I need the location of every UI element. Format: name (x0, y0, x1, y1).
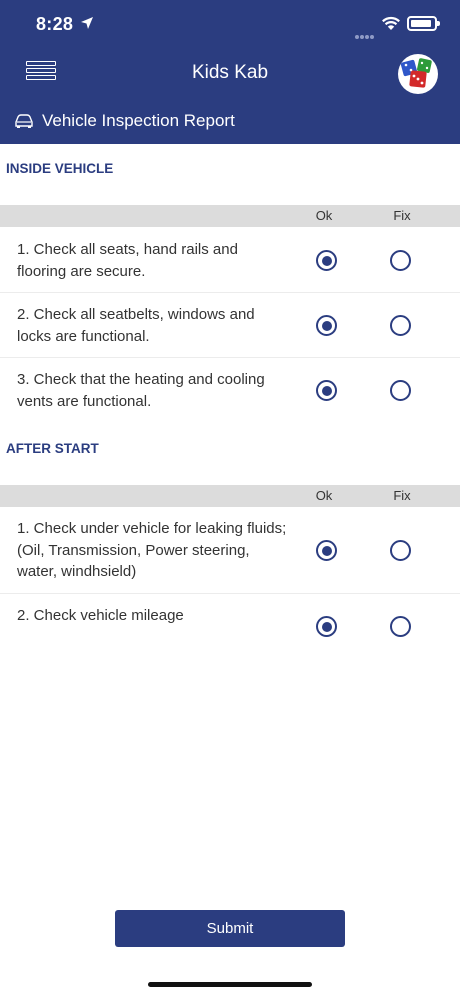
ok-radio[interactable] (316, 616, 337, 637)
fix-radio[interactable] (390, 616, 411, 637)
fix-radio[interactable] (390, 380, 411, 401)
fix-radio[interactable] (390, 540, 411, 561)
battery-icon (407, 16, 437, 31)
ok-radio[interactable] (316, 540, 337, 561)
item-text: 2. Check vehicle mileage (17, 607, 184, 624)
item-text: 3. Check that the heating and cooling vents are functional. (17, 371, 265, 410)
section-title: AFTER START (6, 441, 99, 456)
wifi-icon (381, 16, 401, 31)
report-title: Vehicle Inspection Report (42, 111, 235, 130)
app-title: Kids Kab (191, 62, 269, 83)
status-bar (0, 0, 460, 50)
column-fix-label: Fix (393, 488, 411, 503)
column-header (0, 485, 460, 507)
submit-button[interactable]: Submit (115, 910, 345, 947)
car-icon (14, 113, 34, 129)
checklist-item (0, 357, 460, 422)
status-time: 8:28 (36, 14, 74, 34)
signal-icon (355, 26, 375, 44)
home-indicator (148, 982, 312, 987)
ok-radio[interactable] (316, 315, 337, 336)
checklist-item (0, 593, 460, 658)
section-title: INSIDE VEHICLE (6, 161, 114, 176)
app-header (0, 0, 460, 144)
item-text: 1. Check all seats, hand rails and flooring are secure. (17, 241, 238, 280)
ok-radio[interactable] (316, 250, 337, 271)
column-header (0, 205, 460, 227)
column-fix-label: Fix (393, 208, 411, 223)
item-text: 2. Check all seatbelts, windows and locks are functional. (17, 306, 255, 345)
item-text: 1. Check under vehicle for leaking fluids; (Oil, Transmission, Power steering, water, windhsield) (17, 520, 287, 580)
checklist-item (0, 227, 460, 292)
location-arrow-icon (80, 16, 94, 30)
column-ok-label: Ok (315, 208, 333, 223)
column-ok-label: Ok (315, 488, 333, 503)
dice-avatar-icon[interactable] (398, 54, 438, 94)
fix-radio[interactable] (390, 315, 411, 336)
checklist-item (0, 507, 460, 593)
ok-radio[interactable] (316, 380, 337, 401)
fix-radio[interactable] (390, 250, 411, 271)
checklist-item (0, 292, 460, 357)
